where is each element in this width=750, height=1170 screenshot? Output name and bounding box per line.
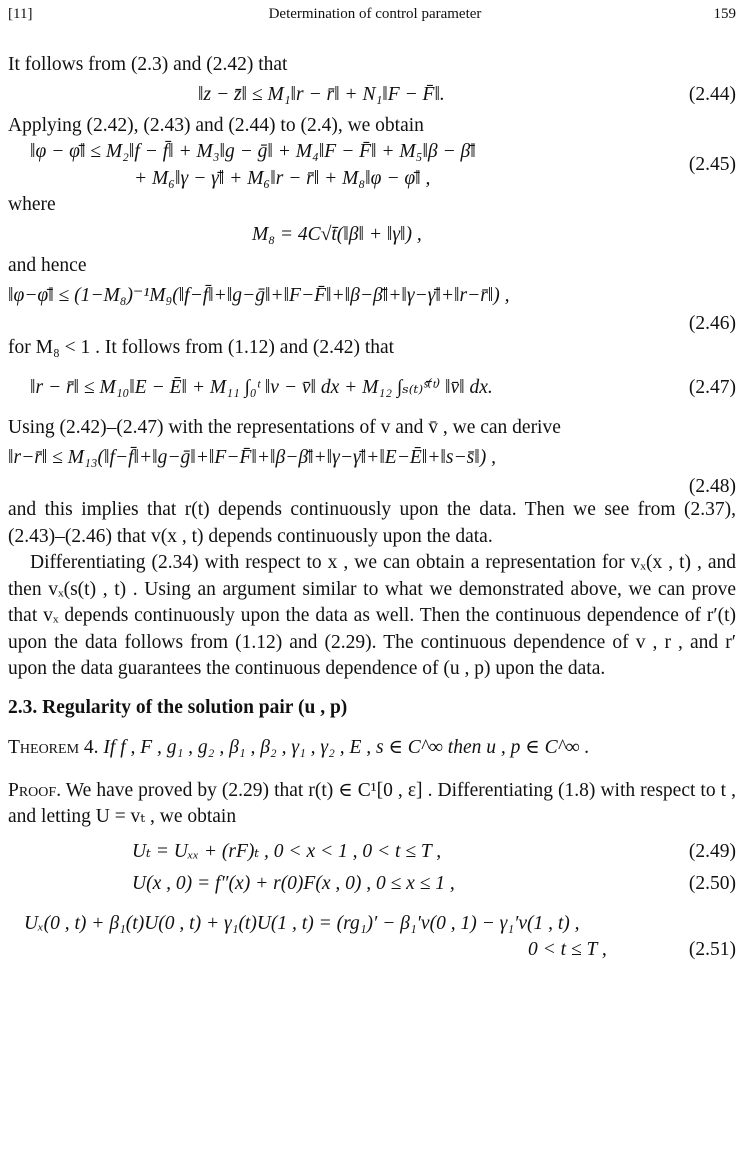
- equation-body: Uₜ = Uₓₓ + (rF)ₜ , 0 < x < 1 , 0 < t ≤ T ,: [132, 841, 442, 863]
- equation-line: Uₓ(0 , t) + β₁(t)U(0 , t) + γ₁(t)U(1 , t) = (rg₁)′ − β₁′v(0 , 1) − γ₁′v(1 , t) ,: [24, 912, 580, 934]
- paragraph: where: [8, 194, 56, 216]
- page-header: [8, 4, 736, 26]
- equation-number: (2.45): [688, 154, 736, 176]
- equation-body: ‖r−r̄‖ ≤ M₁₃(‖f−f̄‖+‖g−ḡ‖+‖F−F̄‖+‖β−β̄‖+‖γ−γ̄‖+‖E−Ē‖+‖s−s̄‖) ,: [8, 447, 496, 469]
- equation-line: + M₆‖γ − γ̄‖ + M₆‖r − r̄‖ + M₈‖φ − φ̄‖ ,: [134, 167, 431, 189]
- equation-2-47: [8, 361, 736, 415]
- running-title: Determination of control parameter: [268, 6, 482, 22]
- paragraph: It follows from (2.3) and (2.42) that: [8, 54, 288, 75]
- equation-number: (2.48): [688, 475, 736, 497]
- paragraph: and this implies that r(t) depends continuously upon the data. Then we see from (2.37), (2.43)–(2.46) that v(x , t) depends continuously upon the data.: [8, 499, 736, 547]
- equation-number: (2.50): [688, 873, 736, 895]
- equation-2-45: [8, 139, 736, 192]
- equation-number: (2.44): [688, 84, 736, 106]
- paragraph: Using (2.42)–(2.47) with the representations of v and v̄ , we can derive: [8, 417, 561, 439]
- equation-2-49: [8, 837, 736, 869]
- section-heading: 2.3. Regularity of the solution pair (u , p): [8, 696, 348, 718]
- paragraph: Applying (2.42), (2.43) and (2.44) to (2.4), we obtain: [8, 114, 424, 136]
- equation-body: ‖z − z̄‖ ≤ M₁‖r − r̄‖ + N₁‖F − F̄‖.: [198, 84, 445, 106]
- equation-2-46: [8, 279, 736, 313]
- equation-2-44: [8, 79, 736, 113]
- page-number: 159: [713, 6, 736, 22]
- paragraph: and hence: [8, 254, 87, 276]
- proof-label: Proof.: [8, 779, 62, 801]
- equation-body: ‖φ−φ̄‖ ≤ (1−M₈)⁻¹M₉(‖f−f̄‖+‖g−ḡ‖+‖F−F̄‖+‖β−β̄‖+‖γ−γ̄‖+‖r−r̄‖) ,: [8, 284, 510, 306]
- equation-2-50: [8, 869, 736, 901]
- equation-2-51: [8, 911, 736, 964]
- equation-body: U(x , 0) = f″(x) + r(0)F(x , 0) , 0 ≤ x ≤ 1 ,: [132, 873, 455, 895]
- theorem: [8, 735, 736, 762]
- chapter-number: [11]: [8, 6, 33, 22]
- equation-number: (2.51): [688, 939, 736, 961]
- paragraph: for M₈ < 1 . It follows from (1.12) and (2.42) that: [8, 336, 395, 358]
- equation-body: ‖r − r̄‖ ≤ M₁₀‖E − Ē‖ + M₁₁ ∫₀ᵗ ‖v − v̄‖ dx + M₁₂ ∫ₛ₍ₜ₎ˢ̄⁽ᵗ⁾ ‖v̄‖ dx.: [30, 376, 493, 398]
- equation-line: 0 < t ≤ T ,: [528, 939, 607, 961]
- equation-number: (2.49): [688, 841, 736, 863]
- proof: [8, 778, 736, 831]
- paragraph: Differentiating (2.34) with respect to x , we can obtain a representation for vₓ(x , t) , and then vₓ(s(t) , t) . Using an argument similar to what we demonstrated above, we can prove that vₓ depends continuously upon the data as well. Then the continuous dependence of r′(t) upon the data follows from (1.12) and (2.29). The continuous dependence of v , r , and r′ upon the data guarantees the continuous dependence of (u , p) upon the data.: [8, 552, 736, 680]
- equation-m8: [8, 219, 736, 253]
- equation-line: ‖φ − φ̄‖ ≤ M₂‖f − f̄‖ + M₃‖g − ḡ‖ + M₄‖F − F̄‖ + M₅‖β − β̄‖: [30, 141, 476, 163]
- equation-number: (2.47): [688, 376, 736, 398]
- proof-text: We have proved by (2.29) that r(t) ∈ C¹[0 , ε] . Differentiating (1.8) with respect to t , and letting U = vₜ , we obtain: [8, 779, 736, 828]
- equation-body: M₈ = 4C√t̄(‖β‖ + ‖γ‖) ,: [252, 224, 422, 246]
- theorem-text: If f , F , g₁ , g₂ , β₁ , β₂ , γ₁ , γ₂ , E , s ∈ C^∞ then u , p ∈ C^∞ .: [103, 737, 590, 759]
- equation-2-48: [8, 442, 736, 476]
- equation-number: (2.46): [688, 313, 736, 335]
- theorem-label: Theorem 4.: [8, 737, 99, 759]
